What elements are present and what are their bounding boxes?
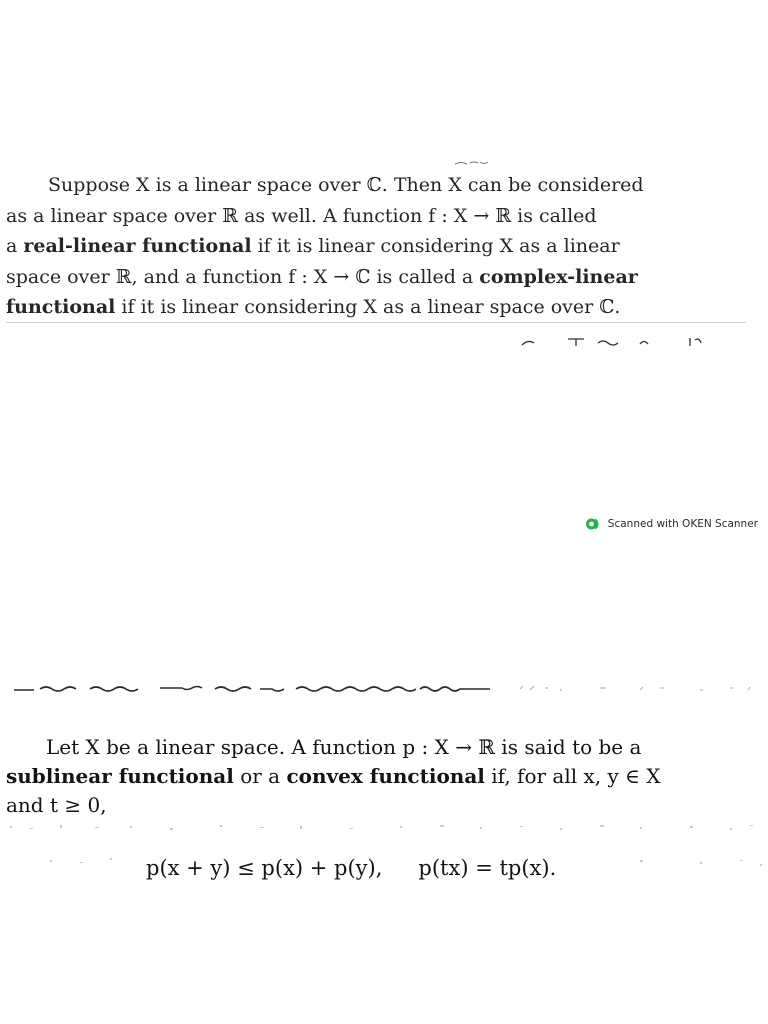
paragraph1-line-5-post: if it is linear considering X as a linear space over ℂ. [115,296,621,318]
paragraph1-line-1: Suppose X is a linear space over ℂ. Then X can be considered [48,174,644,196]
scanner-watermark [585,517,758,531]
sublinear-conditions-formula [146,856,556,880]
paragraph2-line-1: Let X be a linear space. A function p : X → ℝ is said to be a [46,735,642,759]
term-functional: functional [6,296,116,318]
paragraph2-line-2-post: if, for all x, y ∈ X [484,764,661,788]
formula-subadditivity: p(x + y) ≤ p(x) + p(y), [146,856,383,880]
paragraph1-line-3-post: if it is linear considering X as a linear [251,235,620,257]
paragraph2-line-2-mid: or a [233,764,287,788]
scan-artifact-top [0,158,768,168]
paragraph1-line-4-pre: space over ℝ, and a function f : X → ℂ is called a [6,265,480,288]
term-real-linear-functional: real-linear functional [23,235,252,257]
scan-artifact-strip [0,682,768,696]
paragraph2-line-3: and t ≥ 0, [6,793,107,817]
watermark-text: Scanned with OKEN Scanner [607,518,758,530]
term-convex-functional: convex functional [286,764,485,788]
term-complex-linear: complex-linear [479,265,638,288]
paragraph1-line-3-pre: a [6,235,24,257]
paragraph1-line-3 [6,231,758,262]
oken-scanner-logo-icon [585,517,603,531]
paragraph1-line-5 [6,292,758,323]
term-sublinear-functional: sublinear functional [6,764,234,788]
formula-positive-homogeneity: p(tx) = tp(x). [418,856,557,880]
paragraph-linear-functionals [6,170,758,323]
scan-artifact-bottom [0,335,768,347]
paragraph-sublinear-functional [6,733,758,820]
paragraph1-line-2: as a linear space over ℝ as well. A function f : X → ℝ is called [6,204,597,227]
scan-rule-line [6,322,746,323]
paragraph2-line-2 [6,762,758,791]
paragraph1-line-4 [6,262,758,293]
